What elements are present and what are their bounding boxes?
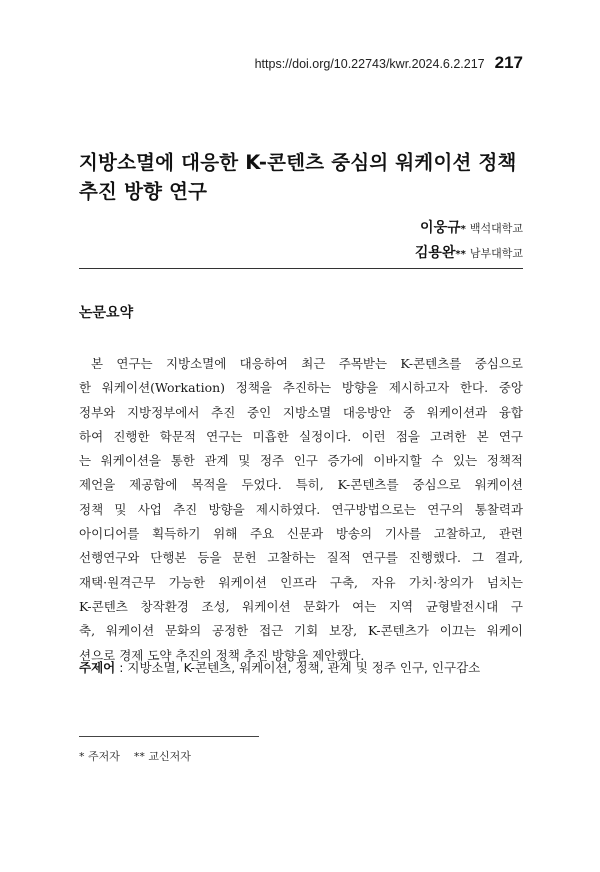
keywords-label: 주제어 (79, 660, 116, 675)
abstract-body (79, 352, 523, 668)
abstract-line: 제언을 제공함에 목적을 두었다. 특히, K-콘텐츠를 중심으로 워케이션 (79, 477, 523, 493)
title-divider (79, 268, 523, 269)
abstract-line: 정부와 지방정부에서 추진 중인 지방소멸 대응방안 중 워케이션과 융합 (79, 404, 523, 420)
keywords-text: 지방소멸, K-콘텐츠, 워케이션, 정책, 관계 및 정주 인구, 인구감소 (127, 660, 481, 675)
doi-link[interactable]: https://doi.org/10.22743/kwr.2024.6.2.217 (254, 57, 485, 71)
author-list (415, 214, 523, 264)
author-name: 이웅규 (420, 220, 461, 236)
abstract-line: 정책 및 사업 추진 방향을 제시하였다. 연구방법으로는 연구의 통찰력과 (79, 501, 523, 517)
footnote (79, 748, 191, 764)
abstract-line: 축, 워케이션 문화의 공정한 접근 기회 보장, K-콘텐츠가 이끄는 워케이 (79, 623, 523, 639)
abstract-line: 본 연구는 지방소멸에 대응하여 최근 주목받는 K-콘텐츠를 중심으로 (91, 356, 523, 371)
abstract-line: 한 워케이션(Workation) 정책을 추진하는 방향을 제시하고자 한다. 중앙 (79, 380, 523, 396)
page-number: 217 (494, 53, 523, 72)
page-header (255, 53, 523, 73)
footnote-first-author: * 주저자 (79, 750, 120, 763)
abstract-line: K-콘텐츠 창작환경 조성, 워케이션 문화가 여는 지역 균형발전시대 구 (79, 598, 523, 614)
title-line-2: 추진 방향 연구 (79, 180, 208, 203)
abstract-line: 는 워케이션을 통한 관계 및 정주 인구 증가에 이바지할 수 있는 정책적 (79, 453, 523, 469)
footnote-rule (79, 736, 259, 737)
author-entry (415, 214, 523, 239)
keywords (79, 658, 539, 678)
title-line-1: 지방소멸에 대응한 K-콘텐츠 중심의 워케이션 정책 (79, 151, 517, 174)
abstract-line: 재택·원격근무 가능한 워케이션 인프라 구축, 자유 가치·창의가 넘치는 (79, 574, 523, 590)
keywords-separator: : (115, 660, 128, 675)
author-entry (415, 239, 523, 264)
abstract-line: 아이디어를 획득하기 위해 주요 신문과 방송의 기사를 고찰하고, 관련 (79, 526, 523, 542)
author-affiliation: 남부대학교 (469, 247, 523, 260)
footnote-corresponding-author: ** 교신저자 (133, 750, 191, 763)
paper-title (79, 148, 529, 206)
author-mark: * (460, 224, 466, 235)
abstract-line: 하여 진행한 학문적 연구는 미흡한 실정이다. 이런 점을 고려한 본 연구 (79, 428, 523, 444)
author-affiliation: 백석대학교 (469, 222, 523, 235)
author-name: 김용완 (414, 245, 456, 261)
abstract-line: 선행연구와 단행본 등을 문헌 고찰하는 질적 연구를 진행했다. 그 결과, (79, 550, 523, 566)
abstract-line: 션으로 경제 도약 추진의 정책 추진 방향을 제안했다. (79, 647, 365, 663)
author-mark: ** (455, 249, 466, 260)
abstract-heading: 논문요약 (79, 305, 134, 321)
